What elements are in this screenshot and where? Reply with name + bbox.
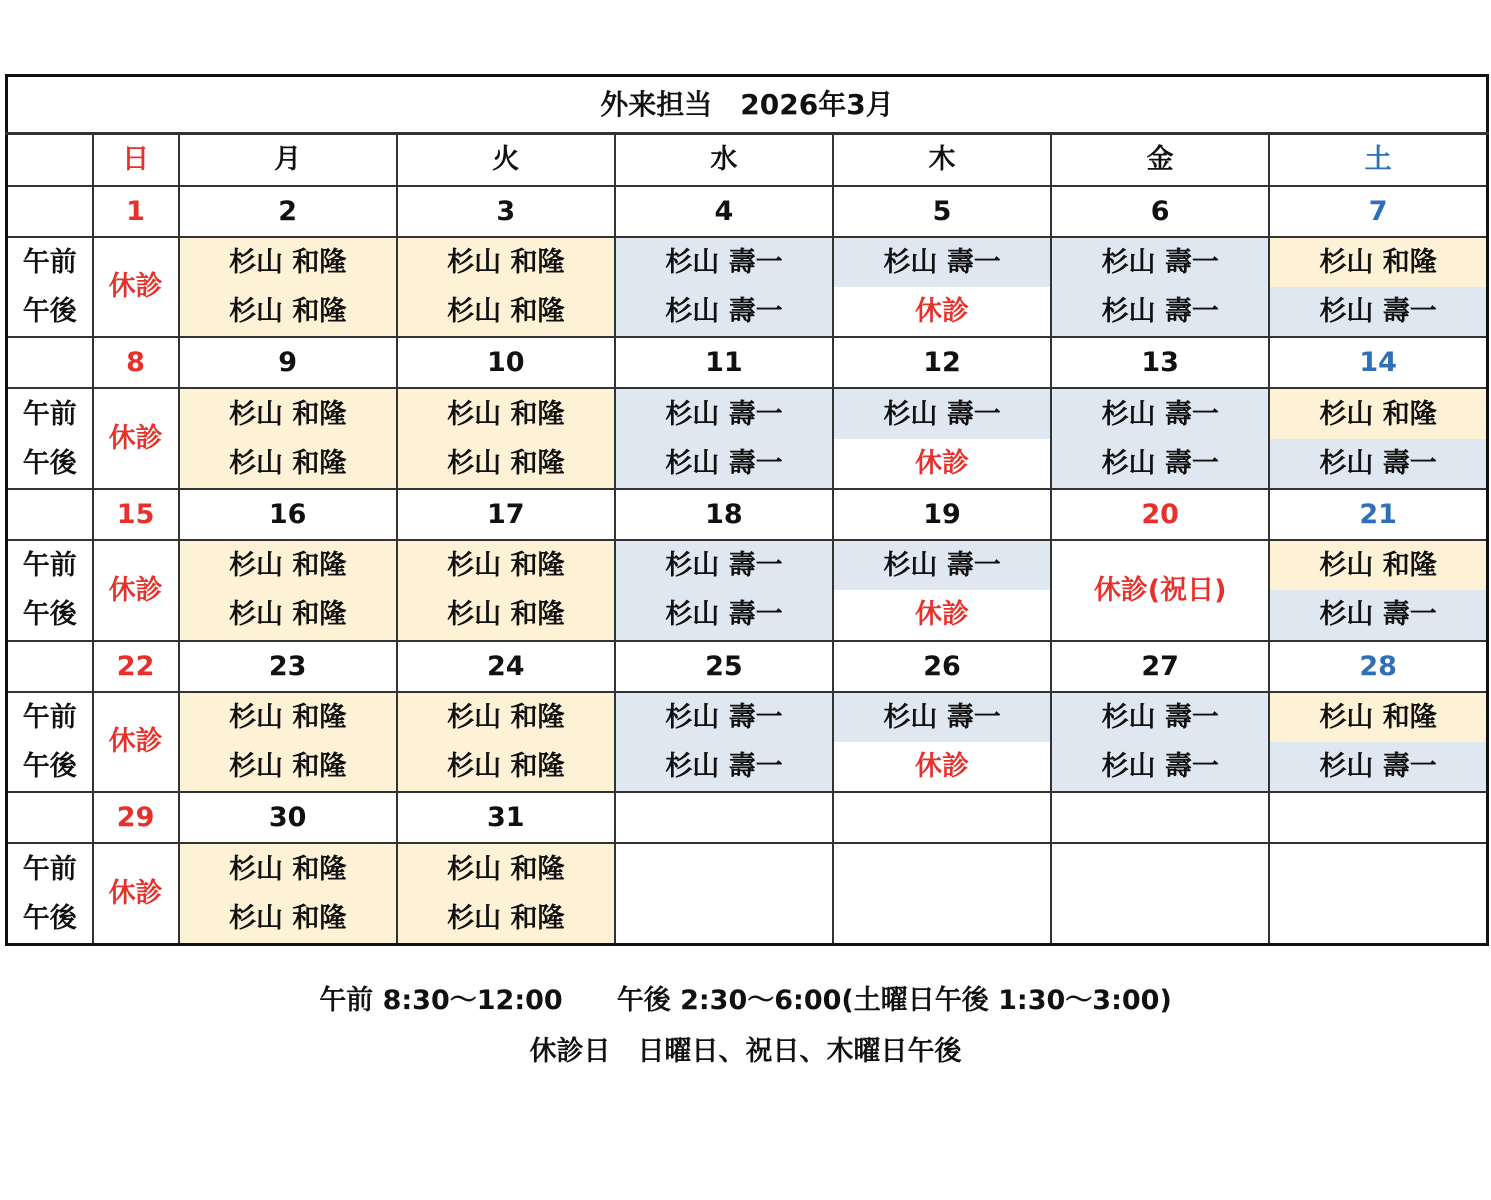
schedule-table	[5, 74, 1489, 946]
am-cell-tue: 杉山 和隆	[397, 843, 615, 893]
page-title: 外来担当 2026年3月	[7, 76, 1488, 134]
date-cell: 29	[93, 792, 179, 843]
am-row	[7, 237, 1488, 287]
pm-row	[7, 742, 1488, 792]
date-row-label	[7, 186, 93, 237]
date-cell: 10	[397, 337, 615, 388]
weekday-header-row	[7, 134, 1488, 186]
sunday-closed-cell: 休診	[93, 388, 179, 488]
pm-cell-mon: 杉山 和隆	[179, 287, 397, 337]
pm-cell-tue: 杉山 和隆	[397, 439, 615, 489]
date-row	[7, 792, 1488, 843]
date-cell: 12	[833, 337, 1051, 388]
date-row	[7, 641, 1488, 692]
pm-cell-sat	[1269, 894, 1487, 945]
pm-cell-mon: 杉山 和隆	[179, 439, 397, 489]
weekday-sun: 日	[93, 134, 179, 186]
date-row-label	[7, 792, 93, 843]
am-cell-tue: 杉山 和隆	[397, 692, 615, 742]
date-row	[7, 337, 1488, 388]
pm-cell-thu: 休診	[833, 742, 1051, 792]
pm-cell-thu: 休診	[833, 439, 1051, 489]
am-cell-wed	[615, 843, 833, 893]
pm-row	[7, 287, 1488, 337]
date-row-label	[7, 641, 93, 692]
am-label: 午前	[7, 540, 93, 590]
date-cell: 23	[179, 641, 397, 692]
pm-cell-wed: 杉山 壽一	[615, 742, 833, 792]
pm-cell-sat: 杉山 壽一	[1269, 287, 1487, 337]
sunday-closed-cell: 休診	[93, 540, 179, 640]
date-cell: 8	[93, 337, 179, 388]
am-cell-sat: 杉山 和隆	[1269, 692, 1487, 742]
am-cell-fri: 杉山 壽一	[1051, 237, 1269, 287]
holiday-closed-cell-fri: 休診(祝日)	[1051, 540, 1269, 640]
date-row	[7, 186, 1488, 237]
pm-cell-fri	[1051, 894, 1269, 945]
date-cell: 11	[615, 337, 833, 388]
am-cell-sat: 杉山 和隆	[1269, 388, 1487, 438]
corner-cell	[7, 134, 93, 186]
pm-cell-fri: 杉山 壽一	[1051, 439, 1269, 489]
am-cell-thu: 杉山 壽一	[833, 692, 1051, 742]
date-cell: 28	[1269, 641, 1487, 692]
am-cell-wed: 杉山 壽一	[615, 692, 833, 742]
pm-cell-wed: 杉山 壽一	[615, 287, 833, 337]
am-label: 午前	[7, 843, 93, 893]
am-cell-tue: 杉山 和隆	[397, 237, 615, 287]
pm-cell-mon: 杉山 和隆	[179, 742, 397, 792]
pm-cell-mon: 杉山 和隆	[179, 894, 397, 945]
pm-label: 午後	[7, 742, 93, 792]
pm-cell-tue: 杉山 和隆	[397, 287, 615, 337]
am-cell-sat	[1269, 843, 1487, 893]
date-row	[7, 489, 1488, 540]
pm-label: 午後	[7, 894, 93, 945]
date-cell: 13	[1051, 337, 1269, 388]
date-cell: 24	[397, 641, 615, 692]
pm-cell-thu: 休診	[833, 590, 1051, 640]
pm-cell-tue: 杉山 和隆	[397, 894, 615, 945]
date-cell: 3	[397, 186, 615, 237]
pm-cell-sat: 杉山 壽一	[1269, 439, 1487, 489]
date-row-label	[7, 337, 93, 388]
sunday-closed-cell: 休診	[93, 843, 179, 944]
pm-cell-thu	[833, 894, 1051, 945]
date-cell: 18	[615, 489, 833, 540]
am-cell-sat: 杉山 和隆	[1269, 237, 1487, 287]
date-cell: 25	[615, 641, 833, 692]
am-cell-mon: 杉山 和隆	[179, 692, 397, 742]
am-label: 午前	[7, 237, 93, 287]
pm-cell-wed	[615, 894, 833, 945]
pm-row	[7, 894, 1488, 945]
date-cell: 15	[93, 489, 179, 540]
pm-label: 午後	[7, 439, 93, 489]
sunday-closed-cell: 休診	[93, 692, 179, 792]
date-cell: 21	[1269, 489, 1487, 540]
am-cell-thu: 杉山 壽一	[833, 388, 1051, 438]
date-cell: 31	[397, 792, 615, 843]
date-cell	[833, 792, 1051, 843]
weekday-fri: 金	[1051, 134, 1269, 186]
am-cell-fri: 杉山 壽一	[1051, 692, 1269, 742]
date-cell: 16	[179, 489, 397, 540]
pm-cell-wed: 杉山 壽一	[615, 590, 833, 640]
weekday-wed: 水	[615, 134, 833, 186]
am-cell-mon: 杉山 和隆	[179, 540, 397, 590]
pm-label: 午後	[7, 590, 93, 640]
date-cell: 6	[1051, 186, 1269, 237]
am-cell-wed: 杉山 壽一	[615, 388, 833, 438]
date-cell: 9	[179, 337, 397, 388]
pm-cell-tue: 杉山 和隆	[397, 590, 615, 640]
date-cell	[1269, 792, 1487, 843]
am-cell-tue: 杉山 和隆	[397, 388, 615, 438]
am-label: 午前	[7, 388, 93, 438]
closed-days: 休診日 日曜日、祝日、木曜日午後	[529, 1036, 962, 1067]
date-cell	[615, 792, 833, 843]
am-cell-mon: 杉山 和隆	[179, 388, 397, 438]
date-cell: 22	[93, 641, 179, 692]
date-cell: 14	[1269, 337, 1487, 388]
pm-cell-wed: 杉山 壽一	[615, 439, 833, 489]
date-cell	[1051, 792, 1269, 843]
pm-cell-fri: 杉山 壽一	[1051, 287, 1269, 337]
am-cell-fri	[1051, 843, 1269, 893]
date-cell: 7	[1269, 186, 1487, 237]
date-cell: 17	[397, 489, 615, 540]
am-cell-fri: 杉山 壽一	[1051, 388, 1269, 438]
date-cell: 30	[179, 792, 397, 843]
pm-cell-mon: 杉山 和隆	[179, 590, 397, 640]
date-cell: 1	[93, 186, 179, 237]
am-cell-thu: 杉山 壽一	[833, 237, 1051, 287]
pm-cell-thu: 休診	[833, 287, 1051, 337]
weekday-thu: 木	[833, 134, 1051, 186]
pm-label: 午後	[7, 287, 93, 337]
am-row	[7, 692, 1488, 742]
date-cell: 5	[833, 186, 1051, 237]
pm-cell-tue: 杉山 和隆	[397, 742, 615, 792]
pm-cell-fri: 杉山 壽一	[1051, 742, 1269, 792]
sunday-closed-cell: 休診	[93, 237, 179, 337]
am-cell-thu	[833, 843, 1051, 893]
date-cell: 27	[1051, 641, 1269, 692]
date-cell: 19	[833, 489, 1051, 540]
am-cell-tue: 杉山 和隆	[397, 540, 615, 590]
date-cell: 2	[179, 186, 397, 237]
weekday-mon: 月	[179, 134, 397, 186]
am-cell-sat: 杉山 和隆	[1269, 540, 1487, 590]
date-cell: 26	[833, 641, 1051, 692]
weekday-sat: 土	[1269, 134, 1487, 186]
am-cell-wed: 杉山 壽一	[615, 237, 833, 287]
clinic-hours: 午前 8:30～12:00 午後 2:30～6:00(土曜日午後 1:30～3:00)	[319, 985, 1172, 1016]
am-cell-thu: 杉山 壽一	[833, 540, 1051, 590]
am-label: 午前	[7, 692, 93, 742]
date-cell: 4	[615, 186, 833, 237]
am-row	[7, 540, 1488, 590]
am-cell-mon: 杉山 和隆	[179, 843, 397, 893]
pm-cell-sat: 杉山 壽一	[1269, 590, 1487, 640]
weekday-tue: 火	[397, 134, 615, 186]
date-row-label	[7, 489, 93, 540]
am-row	[7, 388, 1488, 438]
am-cell-wed: 杉山 壽一	[615, 540, 833, 590]
am-row	[7, 843, 1488, 893]
am-cell-mon: 杉山 和隆	[179, 237, 397, 287]
pm-cell-sat: 杉山 壽一	[1269, 742, 1487, 792]
pm-row	[7, 439, 1488, 489]
date-cell: 20	[1051, 489, 1269, 540]
